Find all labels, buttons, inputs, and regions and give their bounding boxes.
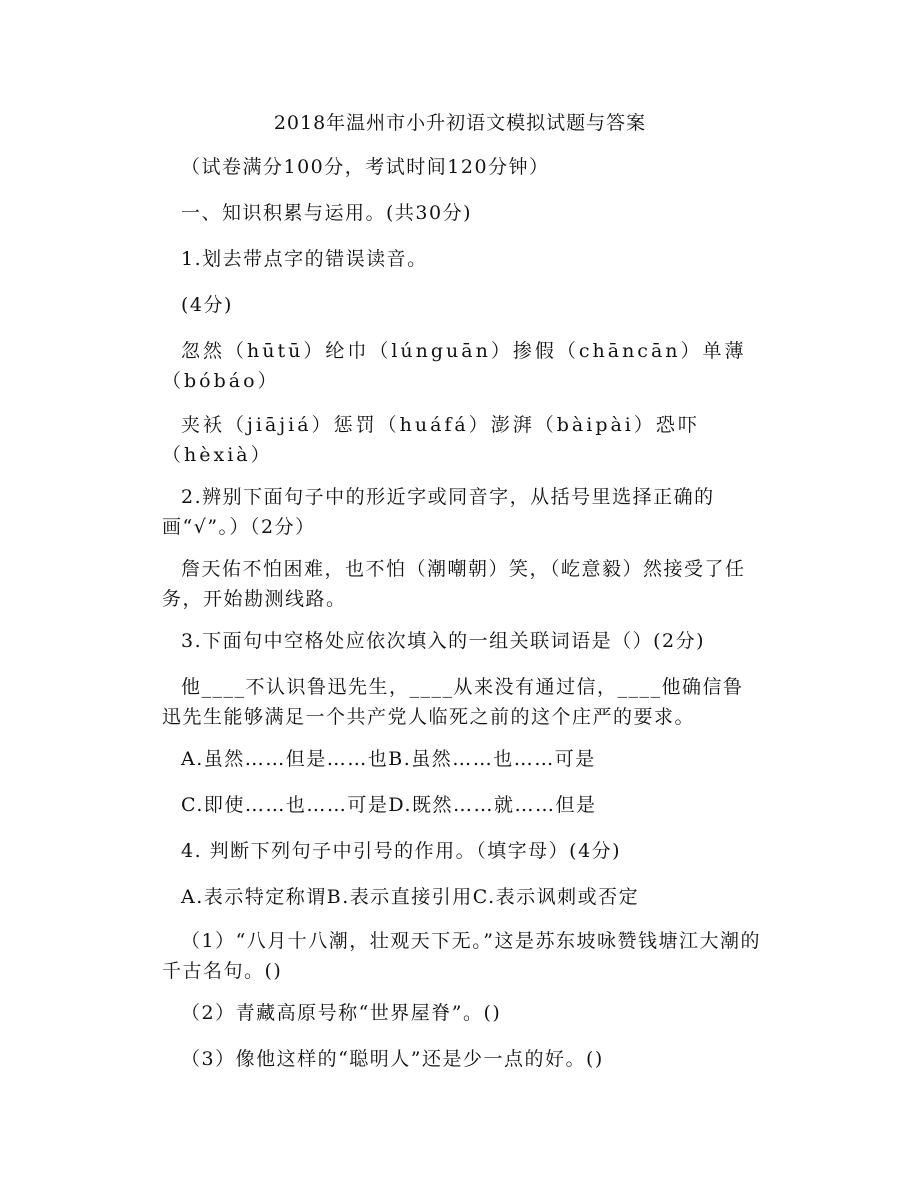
question-3: 3.下面句中空格处应依次填入的一组关联词语是（）(2分)	[181, 630, 706, 652]
pinyin-line-1: 忽然（hūtū）纶巾（lúnguān）掺假（chāncān）单薄（bóbáo）	[162, 340, 747, 392]
question-2-sentence: 詹天佑不怕困难，也不怕（潮嘲朝）笑，（屹意毅）然接受了任务，开始勘测线路。	[162, 558, 746, 610]
question-4-options: A.表示特定称谓B.表示直接引用C.表示讽刺或否定	[181, 886, 640, 908]
question-4-item-3: （3）像他这样的“聪明人”还是少一点的好。()	[181, 1048, 604, 1070]
question-1: 1.划去带点字的错误读音。	[181, 248, 428, 270]
question-4-item-1: （1）“八月十八潮，壮观天下无。”这是苏东坡咏赞钱塘江大潮的千古名句。()	[162, 930, 762, 982]
document-title: 2018年温州市小升初语文模拟试题与答案	[273, 112, 647, 134]
question-2: 2.辨别下面句子中的形近字或同音字，从括号里选择正确的画“√”。）（2分）	[162, 486, 715, 538]
question-3-sentence: 他____不认识鲁迅先生，____从来没有通过信，____他确信鲁迅先生能够满足一个共产党人临死之前的这个庄严的要求。	[162, 676, 744, 728]
pinyin-line-2: 夹袄（jiājiá）惩罚（huáfá）澎湃（bàipài）恐吓（hèxià）	[162, 414, 700, 466]
question-4-item-2: （2）青藏高原号称“世界屋脊”。()	[181, 1002, 502, 1024]
exam-note: （试卷满分100分，考试时间120分钟）	[181, 156, 550, 178]
question-3-options-cd: C.即使……也……可是D.既然……就……但是	[181, 794, 597, 816]
section-heading: 一、知识积累与运用。(共30分)	[181, 202, 473, 224]
question-3-options-ab: A.虽然……但是……也B.虽然……也……可是	[181, 748, 596, 770]
question-1-score: (4分)	[181, 294, 233, 316]
question-4: 4. 判断下列句子中引号的作用。（填字母）(4分)	[181, 840, 622, 862]
